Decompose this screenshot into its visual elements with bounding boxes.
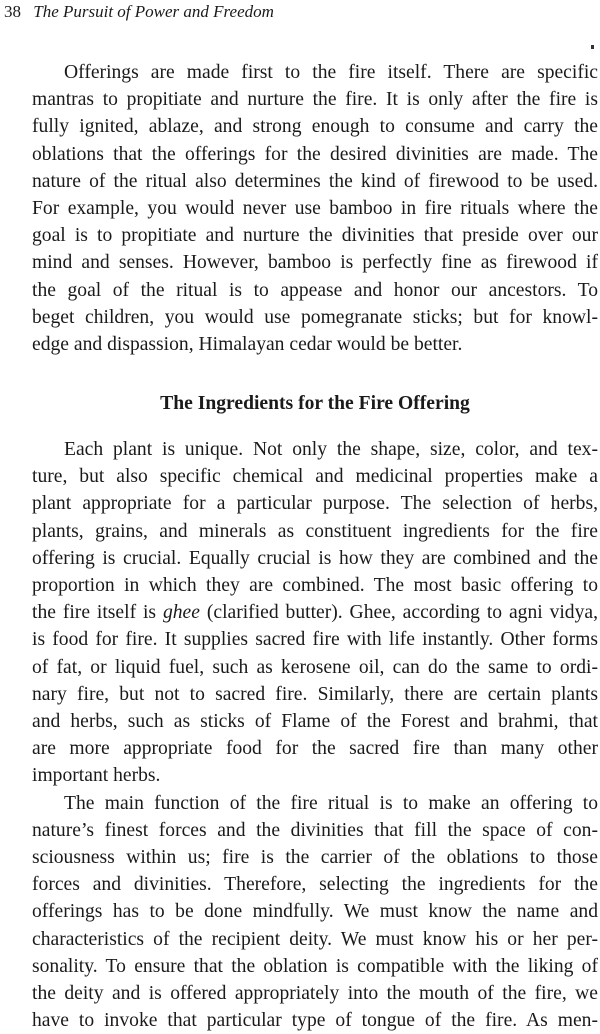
margin-mark	[591, 45, 594, 49]
page-header	[4, 1, 596, 23]
text-line: and herbs, such as sticks of Flame of the Forest and brahmi, that	[32, 711, 598, 733]
text-line: Offerings are made first to the fire itself. There are specific	[64, 62, 598, 83]
text-line: The main function of the fire ritual is to make an offering to	[64, 792, 598, 814]
paragraph-fire-offerings	[32, 59, 598, 358]
text-line: mantras to propitiate and nurture the fire. It is only after the fire is	[32, 89, 598, 111]
text-line: important herbs.	[32, 765, 161, 787]
text-line: have to invoke that particular type of tongue of the fire. As men-	[32, 1010, 598, 1032]
ghee-line-after: (clarified butter). Ghee, according to agni vidya,	[199, 602, 599, 624]
text-line-ghee	[32, 599, 598, 626]
ghee-term: ghee	[162, 602, 200, 624]
text-line: edge and dispassion, Himalayan cedar would be better.	[32, 334, 463, 356]
text-line: sonality. To ensure that the oblation is compatible with the liking of	[32, 955, 598, 977]
text-line: plants, grains, and minerals as constituent ingredients for the fire	[32, 520, 598, 542]
text-line: nary fire, but not to sacred fire. Similarly, there are certain plants	[32, 683, 598, 705]
paragraph-ingredients	[32, 436, 598, 1034]
text-line: ture, but also specific chemical and medicinal properties make a	[32, 466, 598, 488]
section-heading: The Ingredients for the Fire Offering	[160, 393, 470, 414]
text-line: of fat, or liquid fuel, such as kerosene oil, can do the same to ordi-	[32, 656, 598, 678]
text-line: the goal of the ritual is to appease and honor our ancestors. To	[32, 279, 598, 301]
text-line: oblations that the offerings for the desired divinities are made. The	[32, 143, 598, 165]
text-line: nature of the ritual also determines the kind of firewood to be used.	[32, 170, 598, 192]
text-line: proportion in which they are combined. The most basic offering to	[32, 575, 598, 597]
text-line: sciousness within us; fire is the carrier of the oblations to those	[32, 847, 598, 869]
running-title: The Pursuit of Power and Freedom	[33, 2, 274, 21]
text-line: offering is crucial. Equally crucial is how they are combined and the	[32, 547, 598, 569]
text-line: are more appropriate food for the sacred fire than many other	[32, 738, 598, 760]
text-line: fully ignited, ablaze, and strong enough to consume and carry the	[32, 116, 598, 138]
text-line: forces and divinities. Therefore, selecting the ingredients for the	[32, 874, 598, 896]
text-line: goal is to propitiate and nurture the divinities that preside over our	[32, 225, 598, 247]
text-line: characteristics of the recipient deity. We must know his or her per-	[32, 928, 598, 950]
text-line: nature’s finest forces and the divinities that fill the space of con-	[32, 819, 598, 841]
text-line: is food for fire. It supplies sacred fire with life instantly. Other forms	[32, 629, 598, 651]
text-line: the deity and is offered appropriately into the mouth of the fire, we	[32, 983, 598, 1005]
page-number: 38	[4, 2, 21, 21]
ghee-line-before: the fire itself is	[32, 602, 163, 624]
text-line: Each plant is unique. Not only the shape, size, color, and tex-	[64, 439, 598, 460]
text-line: offerings has to be done mindfully. We must know the name and	[32, 901, 598, 923]
text-line: beget children, you would use pomegranate sticks; but for knowl-	[32, 306, 598, 328]
text-line: plant appropriate for a particular purpose. The selection of herbs,	[32, 493, 598, 515]
text-line: mind and senses. However, bamboo is perfectly fine as firewood if	[32, 252, 598, 274]
text-line: For example, you would never use bamboo in fire rituals where the	[32, 198, 598, 220]
